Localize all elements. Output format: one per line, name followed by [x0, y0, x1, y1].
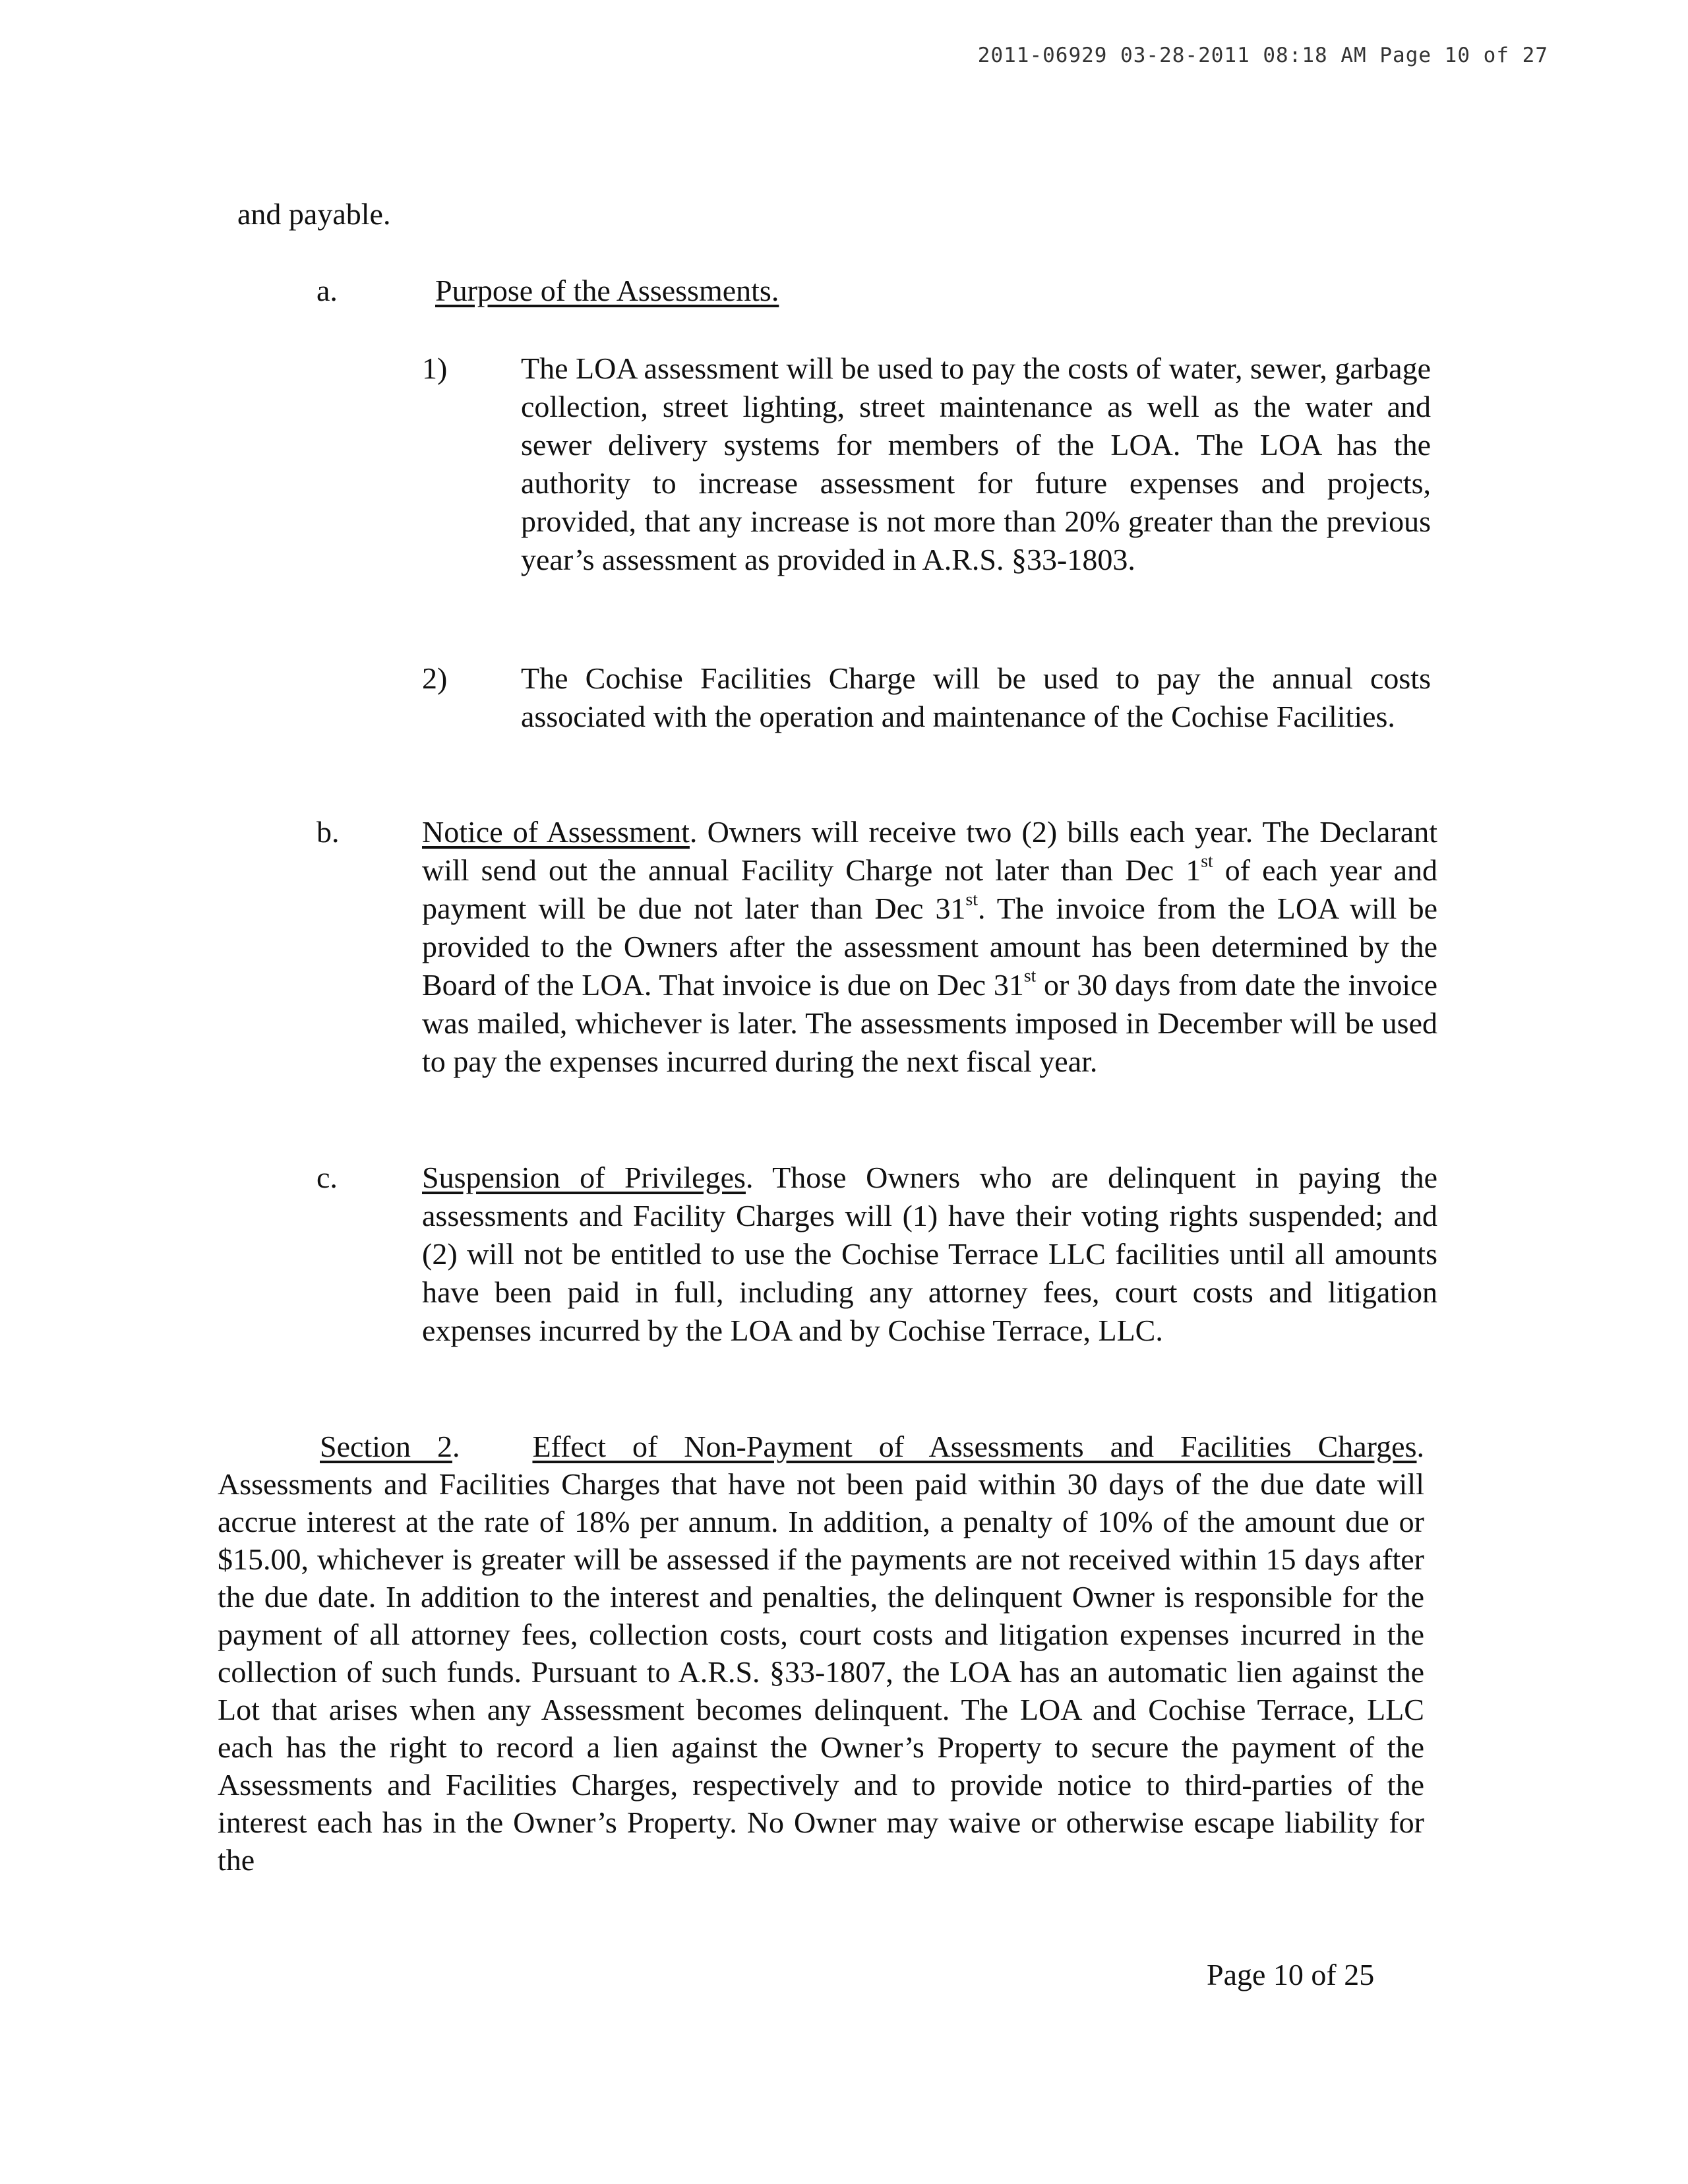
section-b-sup-3: st [1023, 965, 1037, 986]
section-b-title: Notice of Assessment [422, 815, 690, 849]
section-2-body: Assessments and Facilities Charges that have not been paid within 30 days of the due date will accrue interest at the rate of 18% per annum. In addition, a penalty of 10% of the amount due or $15.00, whichever is greater will be assessed if the payments are not received within 15 days after the due date. In addition to the interest and penalties, the delinquent Owner is responsible for the payment of all attorney fees, collection costs, court costs and litigation expenses incurred in the collection of such funds. Pursuant to A.R.S. §33-1807, the LOA has an automatic lien against the Lot that arises when any Assessment becomes delinquent. The LOA and Cochise Terrace, LLC each has the right to record a lien against the Owner’s Property to secure the payment of the Assessments and Facilities Charges, respectively and to provide notice to third-parties of the interest each has in the Owner’s Property. No Owner may waive or otherwise escape liability for the [218, 1467, 1424, 1877]
section-b-body-3: . The invoice from the LOA will be provided to the Owners after the assessment amount has been determined by the Board of the LOA. That invoice is due on Dec 31 [422, 892, 1437, 1002]
section-2-label-end: . [452, 1430, 460, 1463]
section-2-title-end: . [1416, 1430, 1424, 1463]
continuation-text: and payable. [237, 197, 391, 231]
list-item-2-label: 2) [422, 661, 448, 695]
page-number: Page 10 of 25 [1207, 1958, 1375, 1991]
section-2-title: Effect of Non-Payment of Assessments and Facilities Charges [532, 1430, 1417, 1463]
list-item-1-text: The LOA assessment will be used to pay the costs of water, sewer, garbage collection, street lighting, street maintenance as well as the water and sewer delivery systems for members of the LOA. The LOA has the authority to increase assessment for future expenses and projects, provided, that any increase is not more than 20% greater than the previous year’s assessment as provided in A.R.S. §33-1803. [521, 351, 1431, 576]
section-a-label: a. [316, 274, 338, 307]
list-item-1-label: 1) [422, 351, 448, 385]
section-c-label: c. [316, 1161, 338, 1194]
section-c-body: . Those Owners who are delinquent in paying the assessments and Facility Charges will (1) have their voting rights suspended; and (2) will not be entitled to use the Cochise Terrace LLC facilities until all amounts have been paid in full, including any attorney fees, court costs and litigation expenses incurred by the LOA and by Cochise Terrace, LLC. [422, 1161, 1437, 1347]
section-b-sup-1: st [1201, 850, 1213, 871]
section-b-body-1: . Owners will receive two (2) bills each year. The Declarant will send out the annual Facility Charge not later than Dec 1 [422, 815, 1437, 887]
section-b-sup-2: st [965, 888, 978, 909]
section-b-text [422, 813, 1437, 1081]
section-b-body-4: or 30 days from date the invoice was mailed, whichever is later. The assessments imposed in December will be used to pay the expenses incurred during the next fiscal year. [422, 968, 1438, 1078]
fax-header: 2011-06929 03-28-2011 08:18 AM Page 10 of 27 [977, 44, 1548, 67]
section-a-title: Purpose of the Assessments. [435, 274, 779, 307]
section-b-label: b. [316, 815, 340, 849]
section-b-body-2: of each year and payment will be due not later than Dec 31 [422, 853, 1437, 925]
section-c-title: Suspension of Privileges [422, 1161, 746, 1194]
section-c-text [422, 1159, 1437, 1350]
section-2 [218, 1428, 1424, 1879]
section-2-label: Section 2 [320, 1430, 452, 1463]
list-item-2-text: The Cochise Facilities Charge will be used to pay the annual costs associated with the operation and maintenance of the Cochise Facilities. [521, 661, 1431, 733]
